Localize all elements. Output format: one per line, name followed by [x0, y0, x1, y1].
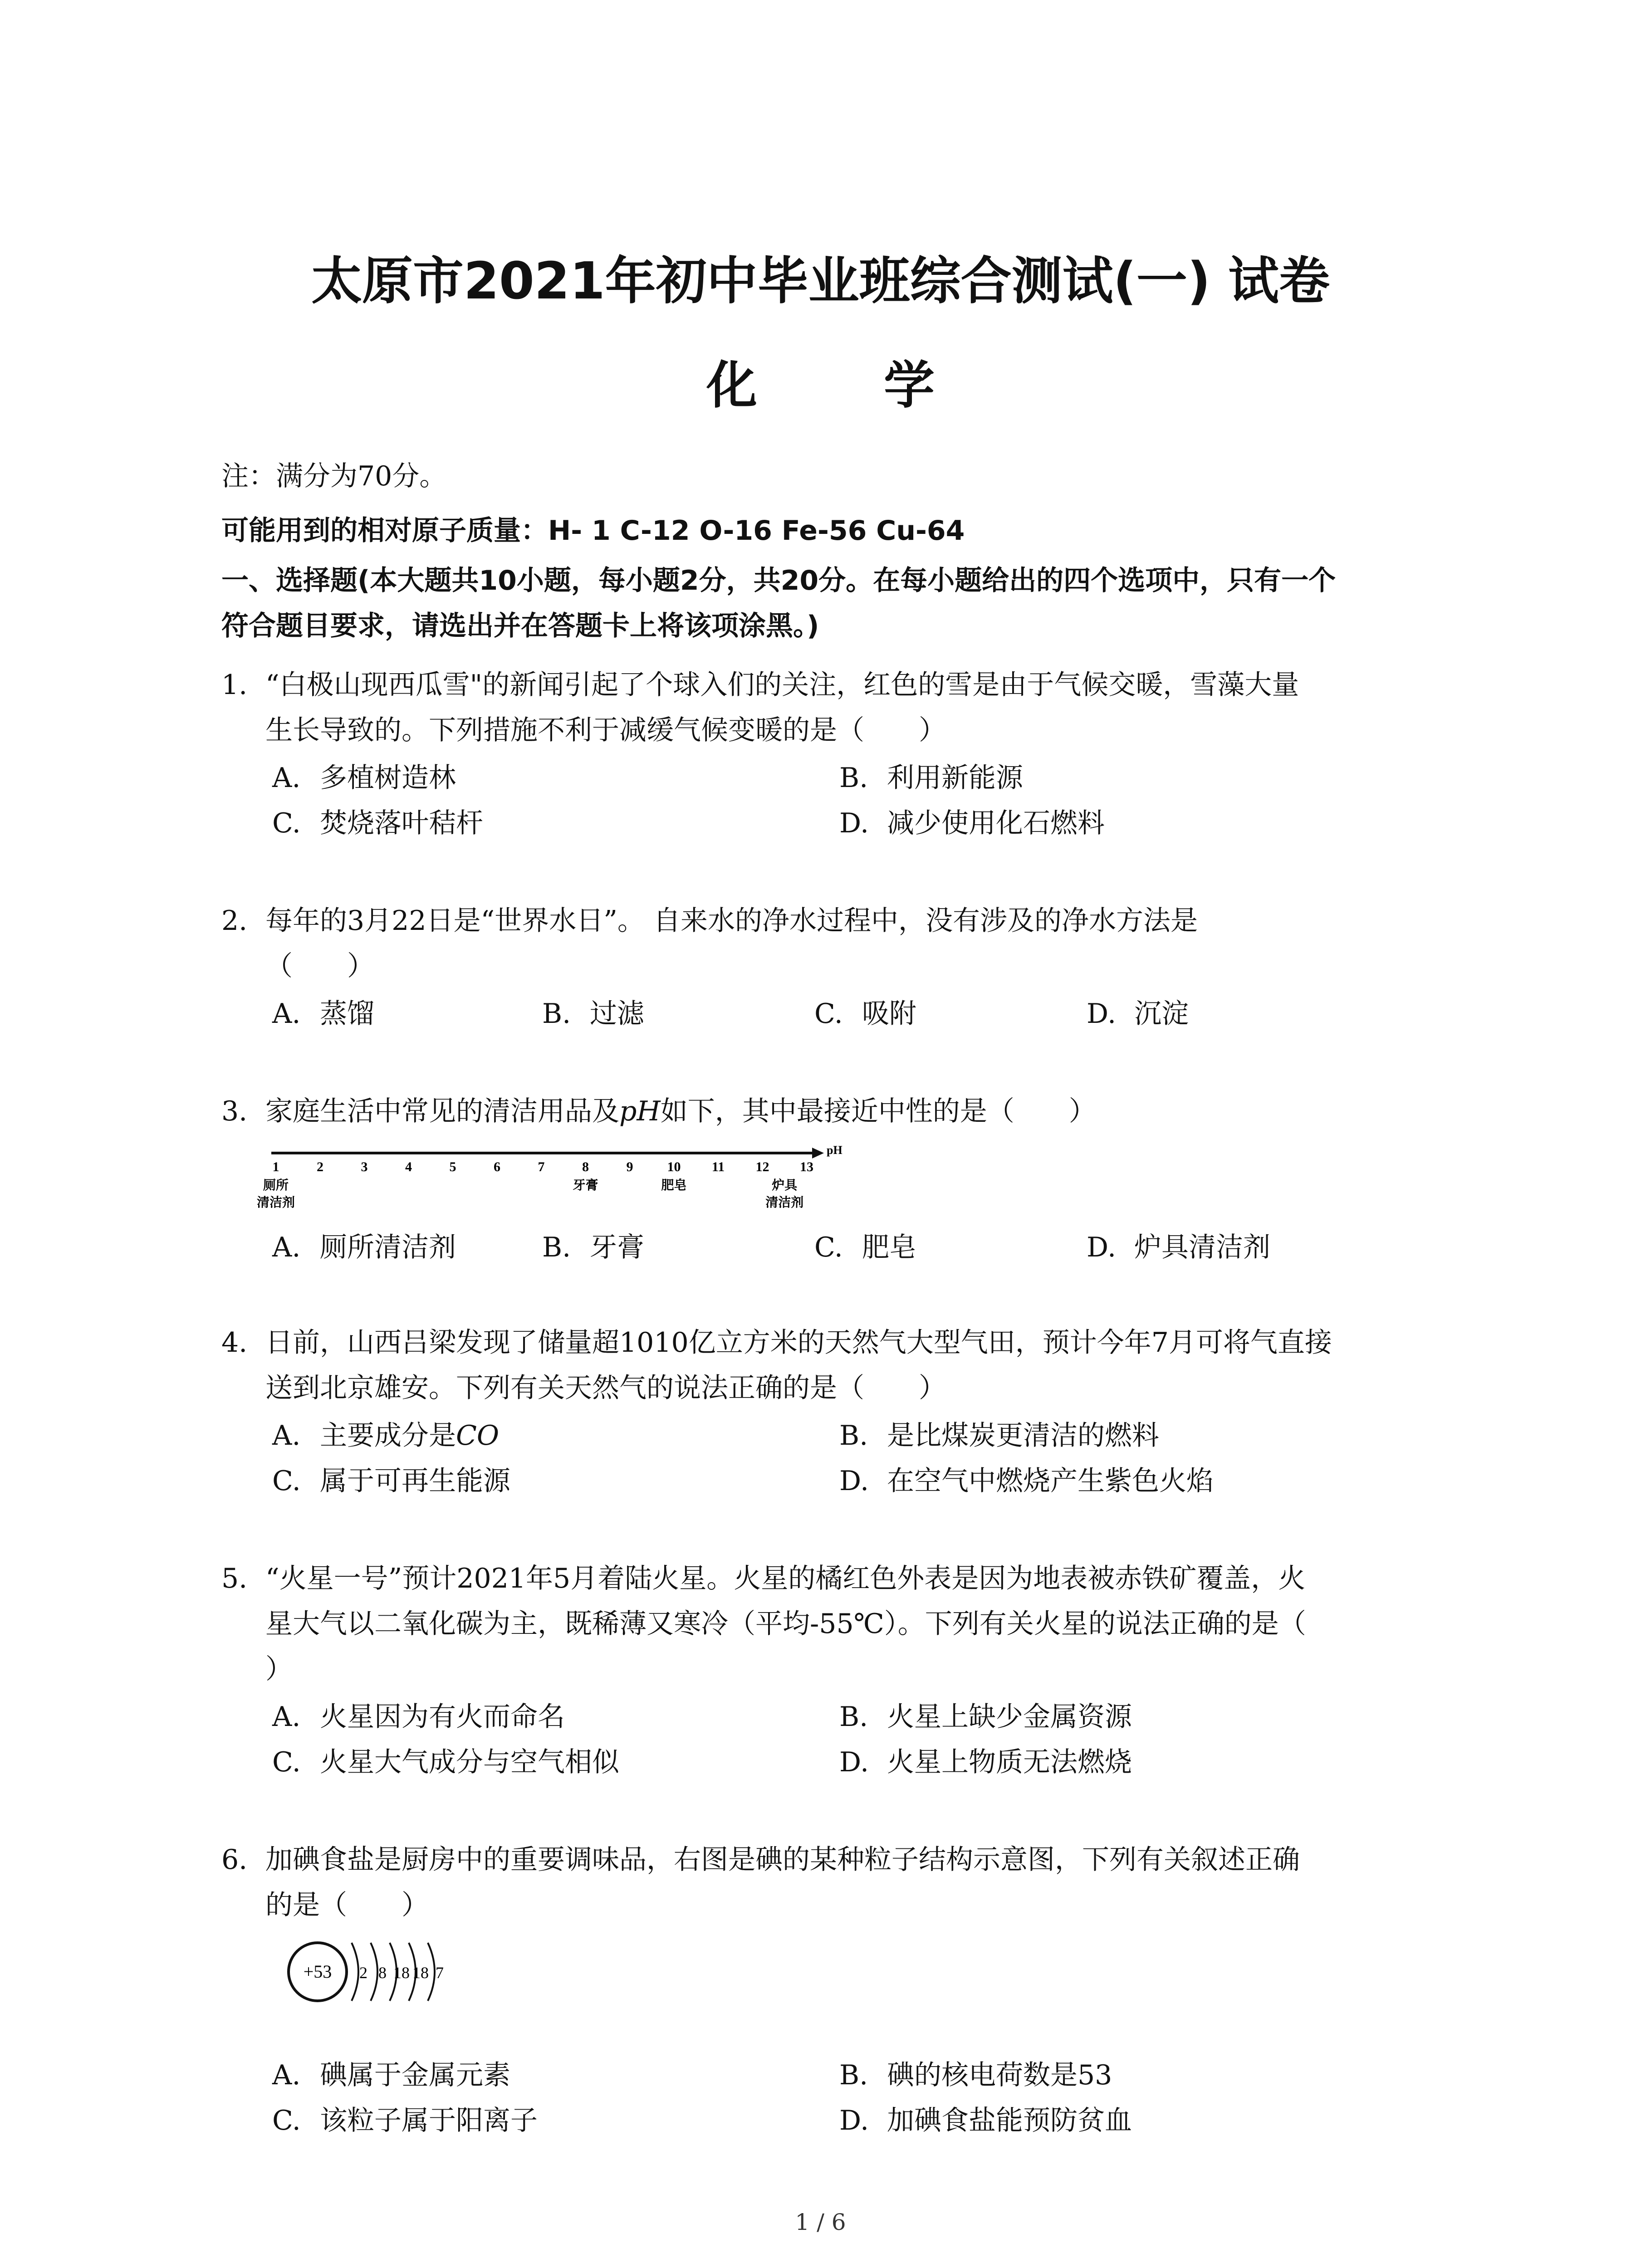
ph-marker-label: 炉具 — [772, 1178, 798, 1193]
ph-marker-label: 清洁剂 — [256, 1195, 295, 1210]
option-d: D. 火星上物质无法燃烧 — [839, 1746, 1132, 1778]
nucleus-charge: +53 — [303, 1961, 332, 1982]
option-b: B. 碘的核电荷数是53 — [839, 2059, 1112, 2091]
question-text-line: 每年的3月22日是“世界水日”。 自来水的净水过程中，没有涉及的净水方法是 — [265, 905, 1198, 937]
ph-tick-label: 6 — [494, 1159, 500, 1174]
section-heading-line1: 一、选择题(本大题共10小题，每小题2分，共20分。在每小题给出的四个选项中，只有一个 — [221, 565, 1336, 596]
ph-tick-label: 10 — [667, 1159, 681, 1174]
option-a: A. 多植树造林 — [272, 762, 456, 794]
option-d: D. 加碘食盐能预防贫血 — [839, 2105, 1132, 2136]
ph-tick-label: 1 — [272, 1159, 279, 1174]
ph-marker-label: 厕所 — [263, 1178, 289, 1193]
question-number: 2. — [221, 905, 248, 937]
option-b: B. 过滤 — [542, 998, 644, 1030]
question-text-line: （ ） — [265, 950, 374, 982]
option-d: D. 沉淀 — [1087, 998, 1189, 1030]
ph-tick-label: 9 — [626, 1159, 633, 1174]
ph-marker-label: 牙膏 — [573, 1178, 598, 1193]
ph-scale-figure — [256, 1143, 876, 1234]
option-a: A. 蒸馏 — [272, 998, 374, 1030]
ph-tick-label: 7 — [538, 1159, 545, 1174]
question-text-line: “白极山现西瓜雪"的新闻引起了个球入们的关注，红色的雪是由于气候交暖，雪藻大量 — [265, 669, 1299, 701]
option-c: C. 肥皂 — [814, 1232, 916, 1263]
question-text-line: 家庭生活中常见的清洁用品及pH如下，其中最接近中性的是（ ） — [265, 1095, 1096, 1127]
question-number: 5. — [221, 1563, 248, 1594]
option-b: B. 是比煤炭更清洁的燃料 — [839, 1420, 1159, 1452]
option-c: C. 属于可再生能源 — [272, 1465, 510, 1497]
option-d: D. 炉具清洁剂 — [1087, 1232, 1270, 1263]
option-c: C. 火星大气成分与空气相似 — [272, 1746, 619, 1778]
question-text-line: 的是（ ） — [265, 1889, 429, 1921]
ph-marker-label: 清洁剂 — [765, 1195, 804, 1210]
section-heading-line2: 符合题目要求，请选出并在答题卡上将该项涂黑。) — [221, 610, 819, 642]
option-c: C. 吸附 — [814, 998, 916, 1030]
ph-term: pH — [619, 1095, 661, 1127]
question-text-line: 星大气以二氧化碳为主，既稀薄又寒冷（平均-55℃）。下列有关火星的说法正确的是（ — [265, 1608, 1306, 1640]
question-text-line: “火星一号”预计2021年5月着陆火星。火星的橘红色外表是因为地表被赤铁矿覆盖，火 — [265, 1563, 1306, 1594]
ph-tick-label: 12 — [755, 1159, 769, 1174]
electron-shell-arc — [371, 1943, 377, 2001]
question-number: 4. — [221, 1327, 248, 1359]
shell-electron-count: 8 — [378, 1964, 387, 1982]
electron-shell-arc — [352, 1943, 358, 2001]
ph-tick-label: 3 — [361, 1159, 368, 1174]
formula-co: CO — [456, 1420, 500, 1452]
question-number: 3. — [221, 1095, 248, 1127]
shell-electron-count: 2 — [359, 1964, 367, 1982]
shell-electron-count: 18 — [412, 1964, 429, 1982]
shell-electron-count: 18 — [393, 1964, 410, 1982]
question-text-line: 生长导致的。下列措施不利于减缓气候变暖的是（ ） — [265, 714, 946, 746]
question-number: 6. — [221, 1844, 248, 1876]
ph-tick-label: 2 — [317, 1159, 323, 1174]
page-number: 1 / 6 — [795, 2209, 846, 2235]
ph-axis-arrow — [812, 1148, 824, 1158]
score-note: 注：满分为70分。 — [221, 460, 447, 492]
ph-tick-label: 11 — [711, 1159, 725, 1174]
subject-title: 化 学 — [706, 356, 989, 415]
ph-tick-label: 13 — [800, 1159, 813, 1174]
option-b: B. 利用新能源 — [839, 762, 1023, 794]
question-text-line: ） — [265, 1653, 293, 1685]
ph-tick-label: 5 — [449, 1159, 456, 1174]
atomic-mass-note: 可能用到的相对原子质量：H- 1 C-12 O-16 Fe-56 Cu-64 — [221, 515, 965, 547]
ph-marker-label: 肥皂 — [661, 1178, 687, 1193]
ph-tick-label: 4 — [405, 1159, 412, 1174]
option-c: C. 该粒子属于阳离子 — [272, 2105, 538, 2136]
option-b: B. 牙膏 — [542, 1232, 644, 1263]
option-d: D. 在空气中燃烧产生紫色火焰 — [839, 1465, 1214, 1497]
iodine-atom-structure-diagram — [284, 1935, 492, 2007]
option-c: C. 焚烧落叶秸杆 — [272, 807, 483, 839]
electron-shell-arc — [428, 1943, 435, 2001]
question-text-line: 日前，山西吕梁发现了储量超1010亿立方米的天然气大型气田，预计今年7月可将气直接 — [265, 1327, 1332, 1359]
shell-electron-count: 7 — [436, 1964, 444, 1982]
option-a: A. 厕所清洁剂 — [272, 1232, 456, 1263]
ph-tick-label: 8 — [582, 1159, 589, 1174]
option-a: A. 碘属于金属元素 — [272, 2059, 510, 2091]
ph-axis-label: pH — [827, 1144, 843, 1157]
option-a: A. 火星因为有火而命名 — [272, 1701, 565, 1733]
question-text-line: 加碘食盐是厨房中的重要调味品，右图是碘的某种粒子结构示意图，下列有关叙述正确 — [265, 1844, 1300, 1876]
option-d: D. 减少使用化石燃料 — [839, 807, 1105, 839]
question-number: 1. — [221, 669, 248, 701]
main-title: 太原市2021年初中毕业班综合测试(一) 试卷 — [311, 252, 1330, 311]
option-a: A. 主要成分是CO — [272, 1420, 500, 1452]
question-text-line: 送到北京雄安。下列有关天然气的说法正确的是（ ） — [265, 1372, 946, 1404]
option-b: B. 火星上缺少金属资源 — [839, 1701, 1132, 1733]
